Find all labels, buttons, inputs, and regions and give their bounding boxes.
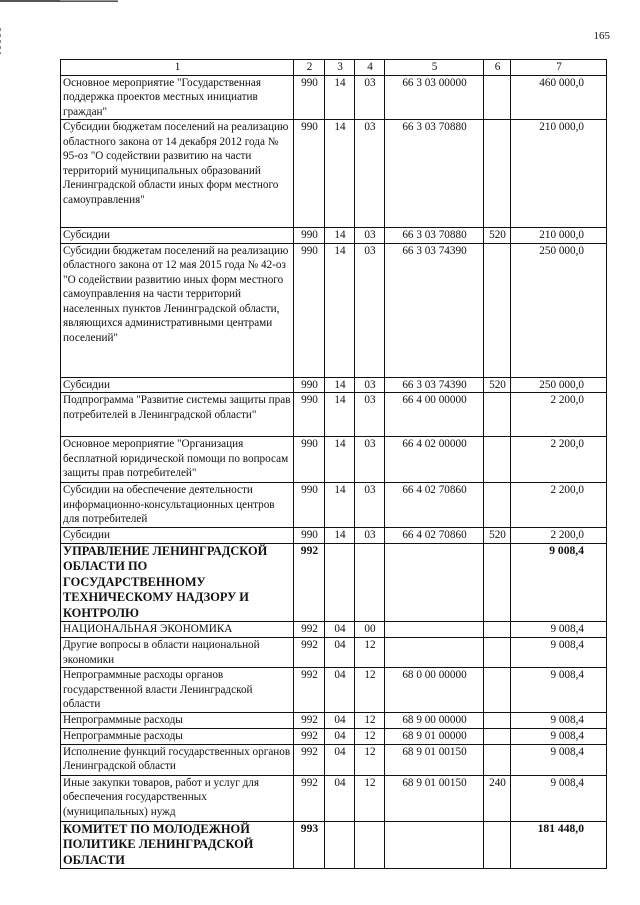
amount-cell: 250 000,0 [511,377,607,393]
header-row [61,60,607,76]
amount-cell: 9 008,4 [511,622,607,638]
item-name-cell: Субсидии [61,377,294,393]
target-article-cell [385,622,484,638]
amount-cell: 210 000,0 [511,120,607,228]
item-name-cell: Субсидии [61,528,294,544]
amount-cell: 2 200,0 [511,483,607,528]
expense-type-cell [484,668,511,713]
item-name-cell: Субсидии на обеспечение деятельности информационно-консультационных центров для потребителей [61,483,294,528]
subsection-cell: 03 [355,243,385,377]
header-cell: 3 [325,60,355,76]
admin-code-cell: 990 [294,120,325,228]
item-name-cell: Основное мероприятие "Государственная поддержка проектов местных инициатив граждан" [61,75,294,120]
subsection-cell: 03 [355,528,385,544]
subsection-cell: 12 [355,713,385,729]
amount-cell: 9 008,4 [511,668,607,713]
section-cell: 14 [325,75,355,120]
admin-code-cell: 990 [294,228,325,244]
amount-cell: 181 448,0 [511,821,607,869]
admin-code-cell: 992 [294,543,325,622]
expense-type-cell [484,120,511,228]
table-row [61,228,607,244]
item-name-cell: Другие вопросы в области национальной экономики [61,638,294,668]
table-row [61,744,607,775]
section-cell [325,543,355,622]
admin-code-cell: 992 [294,729,325,745]
item-name-cell: УПРАВЛЕНИЕ ЛЕНИНГРАДСКОЙ ОБЛАСТИ ПО ГОСУДАРСТВЕННОМУ ТЕХНИЧЕСКОМУ НАДЗОРУ И КОНТРОЛЮ [61,543,294,622]
item-name-cell: Субсидии бюджетам поселений на реализацию областного закона от 14 декабря 2012 года № 95-оз "О содействии развитию на части территорий муниципальных образований Ленинградской области иных форм местного самоуправления" [61,120,294,228]
amount-cell: 9 008,4 [511,729,607,745]
table-row [61,75,607,120]
item-name-cell: Непрограммные расходы [61,729,294,745]
section-cell: 14 [325,483,355,528]
expense-type-cell [484,729,511,745]
subsection-cell [355,543,385,622]
target-article-cell: 68 9 01 00000 [385,729,484,745]
item-name-cell: КОМИТЕТ ПО МОЛОДЕЖНОЙ ПОЛИТИКЕ ЛЕНИНГРАДСКОЙ ОБЛАСТИ [61,821,294,869]
scan-artifact-dash [0,28,1,54]
subsection-cell: 03 [355,483,385,528]
section-cell: 14 [325,437,355,483]
table-row [61,668,607,713]
target-article-cell [385,821,484,869]
target-article-cell [385,638,484,668]
section-row [61,821,607,869]
admin-code-cell: 992 [294,744,325,775]
admin-code-cell: 990 [294,243,325,377]
amount-cell: 250 000,0 [511,243,607,377]
expense-type-cell [484,744,511,775]
section-cell: 14 [325,393,355,437]
header-cell: 6 [484,60,511,76]
expense-type-cell [484,622,511,638]
subsection-cell: 03 [355,437,385,483]
header-cell: 4 [355,60,385,76]
table-row [61,528,607,544]
target-article-cell: 66 3 03 74390 [385,377,484,393]
expense-type-cell: 520 [484,528,511,544]
item-name-cell: Непрограммные расходы [61,713,294,729]
header-cell: 5 [385,60,484,76]
table-row [61,713,607,729]
expense-type-cell [484,483,511,528]
admin-code-cell: 990 [294,528,325,544]
table-row [61,243,607,377]
admin-code-cell: 992 [294,713,325,729]
scan-artifact-line [60,0,118,1]
amount-cell: 210 000,0 [511,228,607,244]
item-name-cell: Иные закупки товаров, работ и услуг для обеспечения государственных (муниципальных) нужд [61,775,294,821]
expense-type-cell: 240 [484,775,511,821]
expense-type-cell: 520 [484,228,511,244]
amount-cell: 460 000,0 [511,75,607,120]
table-row [61,377,607,393]
amount-cell: 9 008,4 [511,543,607,622]
item-name-cell: Субсидии бюджетам поселений на реализацию областного закона от 12 мая 2015 года № 42-оз "О содействии развитию иных форм местного самоуправления на части территорий населенных пунктов Ленинградской области, являющихся административными центрами поселений" [61,243,294,377]
section-cell: 04 [325,713,355,729]
admin-code-cell: 992 [294,775,325,821]
target-article-cell: 68 9 01 00150 [385,744,484,775]
target-article-cell: 66 4 02 70860 [385,528,484,544]
expense-type-cell [484,75,511,120]
subsection-cell: 12 [355,638,385,668]
admin-code-cell: 992 [294,638,325,668]
table-row [61,393,607,437]
subsection-cell: 03 [355,377,385,393]
item-name-cell: Подпрограмма "Развитие системы защиты прав потребителей в Ленинградской области" [61,393,294,437]
target-article-cell: 66 4 00 00000 [385,393,484,437]
section-cell: 14 [325,228,355,244]
expense-type-cell [484,638,511,668]
subsection-cell: 03 [355,228,385,244]
expense-type-cell [484,393,511,437]
section-cell: 04 [325,668,355,713]
expense-type-cell [484,713,511,729]
admin-code-cell: 990 [294,483,325,528]
section-cell: 14 [325,120,355,228]
subsection-cell: 12 [355,668,385,713]
section-cell: 04 [325,622,355,638]
admin-code-cell: 990 [294,437,325,483]
section-cell: 14 [325,243,355,377]
table-row [61,483,607,528]
target-article-cell: 66 3 03 74390 [385,243,484,377]
subsection-cell: 03 [355,75,385,120]
table-row [61,729,607,745]
admin-code-cell: 992 [294,668,325,713]
target-article-cell: 68 9 00 00000 [385,713,484,729]
header-cell: 1 [61,60,294,76]
table-row [61,437,607,483]
section-cell: 04 [325,775,355,821]
section-cell: 14 [325,528,355,544]
subsection-cell: 00 [355,622,385,638]
expense-type-cell [484,821,511,869]
section-cell: 14 [325,377,355,393]
expense-type-cell [484,543,511,622]
target-article-cell: 68 9 01 00150 [385,775,484,821]
item-name-cell: Исполнение функций государственных органов Ленинградской области [61,744,294,775]
item-name-cell: НАЦИОНАЛЬНАЯ ЭКОНОМИКА [61,622,294,638]
item-name-cell: Основное мероприятие "Организация бесплатной юридической помощи по вопросам защиты прав потребителей" [61,437,294,483]
header-cell: 7 [511,60,607,76]
table-row [61,622,607,638]
target-article-cell: 66 4 02 00000 [385,437,484,483]
target-article-cell: 66 3 03 70880 [385,228,484,244]
subsection-cell [355,821,385,869]
subsection-cell: 03 [355,393,385,437]
header-cell: 2 [294,60,325,76]
item-name-cell: Непрограммные расходы органов государственной власти Ленинградской области [61,668,294,713]
table-row [61,120,607,228]
amount-cell: 9 008,4 [511,713,607,729]
page-number: 165 [593,30,610,42]
admin-code-cell: 990 [294,393,325,437]
amount-cell: 2 200,0 [511,437,607,483]
table-row [61,775,607,821]
amount-cell: 2 200,0 [511,393,607,437]
budget-table [60,59,607,869]
section-cell: 04 [325,744,355,775]
section-row [61,543,607,622]
subsection-cell: 12 [355,729,385,745]
section-cell [325,821,355,869]
target-article-cell: 66 3 03 00000 [385,75,484,120]
admin-code-cell: 993 [294,821,325,869]
target-article-cell: 66 4 02 70860 [385,483,484,528]
expense-type-cell [484,243,511,377]
target-article-cell [385,543,484,622]
subsection-cell: 12 [355,744,385,775]
amount-cell: 9 008,4 [511,638,607,668]
amount-cell: 9 008,4 [511,775,607,821]
admin-code-cell: 990 [294,75,325,120]
item-name-cell: Субсидии [61,228,294,244]
amount-cell: 9 008,4 [511,744,607,775]
expense-type-cell: 520 [484,377,511,393]
admin-code-cell: 992 [294,622,325,638]
admin-code-cell: 990 [294,377,325,393]
target-article-cell: 66 3 03 70880 [385,120,484,228]
section-cell: 04 [325,638,355,668]
table-row [61,638,607,668]
subsection-cell: 12 [355,775,385,821]
target-article-cell: 68 0 00 00000 [385,668,484,713]
section-cell: 04 [325,729,355,745]
expense-type-cell [484,437,511,483]
amount-cell: 2 200,0 [511,528,607,544]
subsection-cell: 03 [355,120,385,228]
